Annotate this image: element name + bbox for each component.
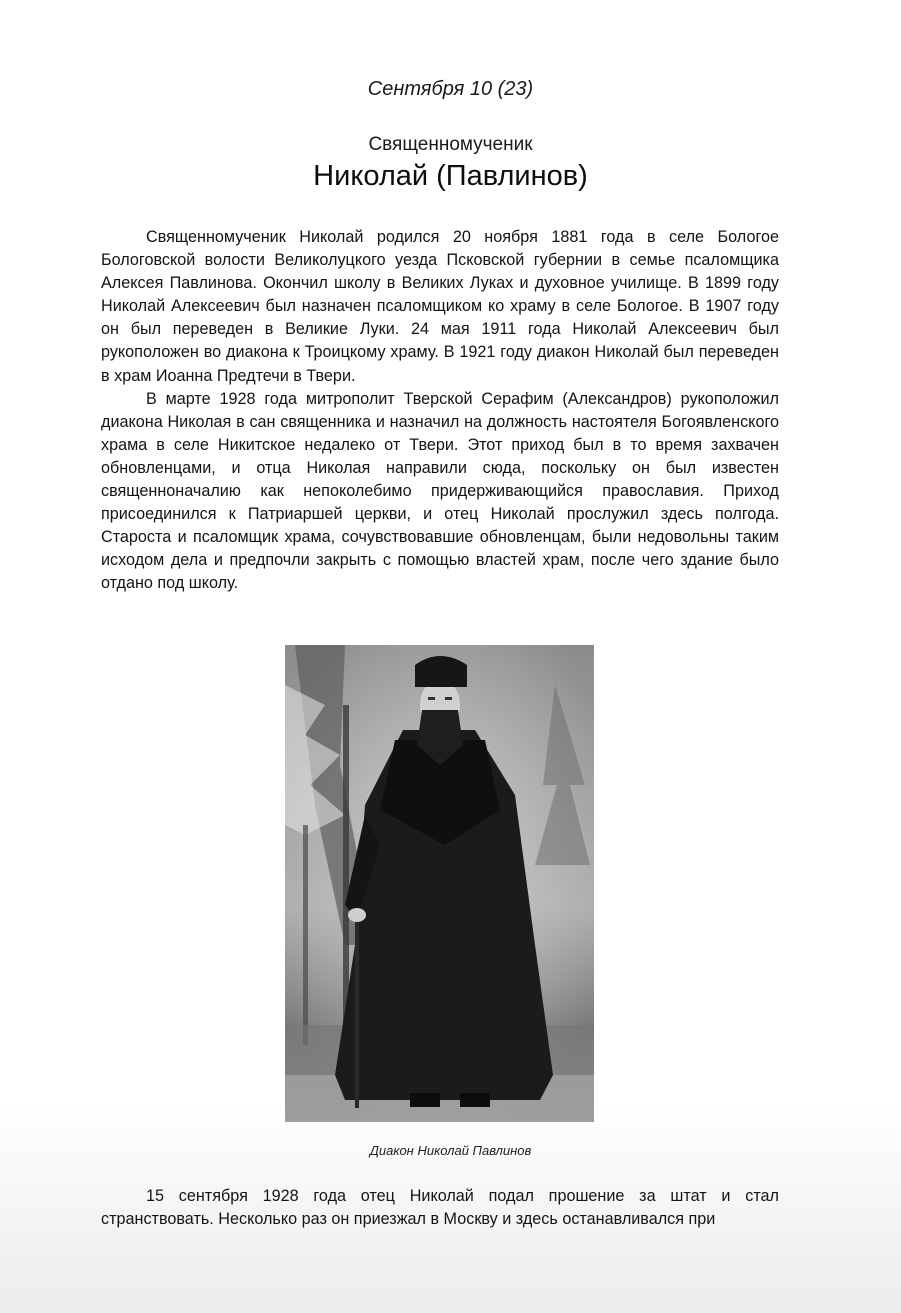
- paragraph-1: Священномученик Николай родился 20 ноября 1881 года в селе Бологое Бологовской волости Великолуцкого уезда Псковской губернии в семье псаломщика Алексея Павлинова. Окончил школу в Великих Луках и духовное училище. В 1899 году Николай Алексеевич был назначен псаломщиком ко храму в селе Бологое. В 1907 году он был переведен в Великие Луки. 24 мая 1911 года Николай Алексеевич был рукоположен во диакона к Троицкому храму. В 1921 году диакон Николай был переведен в храм Иоанна Предтечи в Твери.: [101, 228, 779, 385]
- portrait-image: [285, 645, 594, 1122]
- saint-rank: Священномученик: [368, 134, 533, 155]
- paragraph-3: 15 сентября 1928 года отец Николай подал прошение за штат и стал странствовать. Несколько раз он приезжал в Москву и здесь останавливался при: [101, 1187, 779, 1229]
- paragraph-2: В марте 1928 года митрополит Тверской Серафим (Александров) рукоположил диакона Николая в сан священника и назначил на должность настоятеля Богоявленского храма в селе Никитское недалеко от Твери. Этот приход был в то время захвачен обновленцами, и отца Николая направили сюда, поскольку он был известен священноначалию как непоколебимо придерживающийся православия. Приход присоединился к Патриаршей церкви, и отец Николай прослужил здесь полгода. Староста и псаломщик храма, сочувствовавшие обновленцам, были недовольны таким исходом дела и предпочли закрыть с помощью властей храм, после чего здание было отдано под школу.: [101, 389, 779, 593]
- feast-date: Сентября 10 (23): [367, 78, 534, 100]
- photo-caption: Диакон Николай Павлинов: [369, 1143, 532, 1158]
- portrait-photo: [285, 645, 594, 1122]
- biography-text-continued: [101, 1185, 779, 1232]
- page-title: Николай (Павлинов): [313, 160, 588, 192]
- biography-text: [101, 226, 779, 596]
